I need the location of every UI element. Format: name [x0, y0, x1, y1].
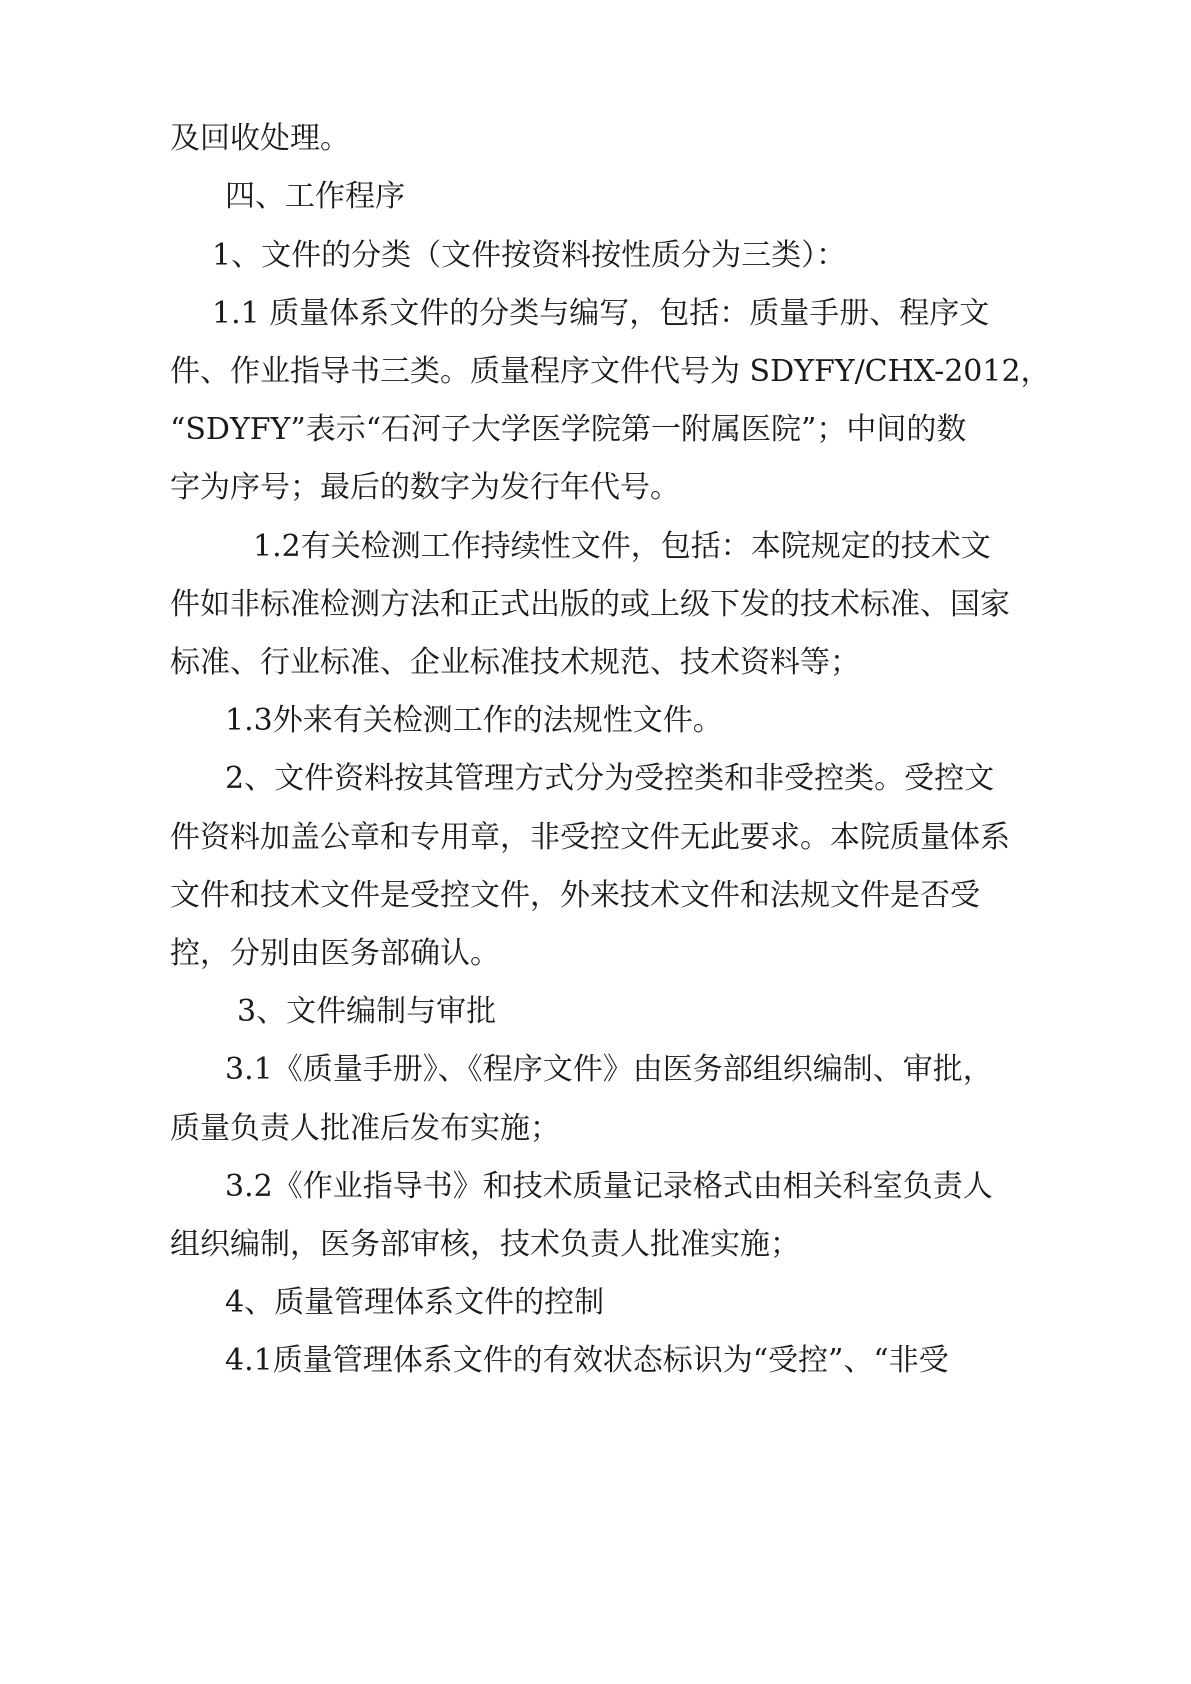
text-line: 3.1《质量手册》、《程序文件》由医务部组织编制、审批，	[225, 1052, 993, 1087]
text-line: 2、文件资料按其管理方式分为受控类和非受控类。受控文	[225, 761, 995, 796]
text-line: “SDYFY”表示“石河子大学医学院第一附属医院”；中间的数	[170, 412, 967, 447]
text-line: 标准、行业标准、企业标准技术规范、技术资料等；	[170, 645, 860, 680]
text-line: 1.3外来有关检测工作的法规性文件。	[225, 703, 723, 738]
text-line: 1.1 质量体系文件的分类与编写，包括：质量手册、程序文	[212, 296, 990, 331]
text-line: 及回收处理。	[170, 121, 350, 156]
text-line: 字为序号；最后的数字为发行年代号。	[170, 470, 680, 505]
text-line: 组织编制，医务部审核，技术负责人批准实施；	[170, 1227, 800, 1262]
text-line: 4.1质量管理体系文件的有效状态标识为“受控”、“非受	[225, 1343, 949, 1378]
subsection-heading: 4、质量管理体系文件的控制	[225, 1285, 605, 1320]
text-line: 控，分别由医务部确认。	[170, 936, 500, 971]
section-heading: 四、工作程序	[225, 179, 405, 214]
text-line: 文件和技术文件是受控文件，外来技术文件和法规文件是否受	[170, 878, 980, 913]
text-line: 件资料加盖公章和专用章，非受控文件无此要求。本院质量体系	[170, 820, 1010, 855]
text-line: 件如非标准检测方法和正式出版的或上级下发的技术标准、国家	[170, 587, 1010, 622]
text-line: 3.2《作业指导书》和技术质量记录格式由相关科室负责人	[225, 1169, 993, 1204]
text-line: 件、作业指导书三类。质量程序文件代号为 SDYFY/CHX-2012，	[170, 354, 1051, 389]
text-line: 质量负责人批准后发布实施；	[170, 1111, 560, 1146]
subsection-heading: 1、文件的分类（文件按资料按性质分为三类）：	[212, 238, 847, 273]
subsection-heading: 3、文件编制与审批	[237, 994, 497, 1029]
text-line: 1.2有关检测工作持续性文件，包括：本院规定的技术文	[253, 529, 991, 564]
